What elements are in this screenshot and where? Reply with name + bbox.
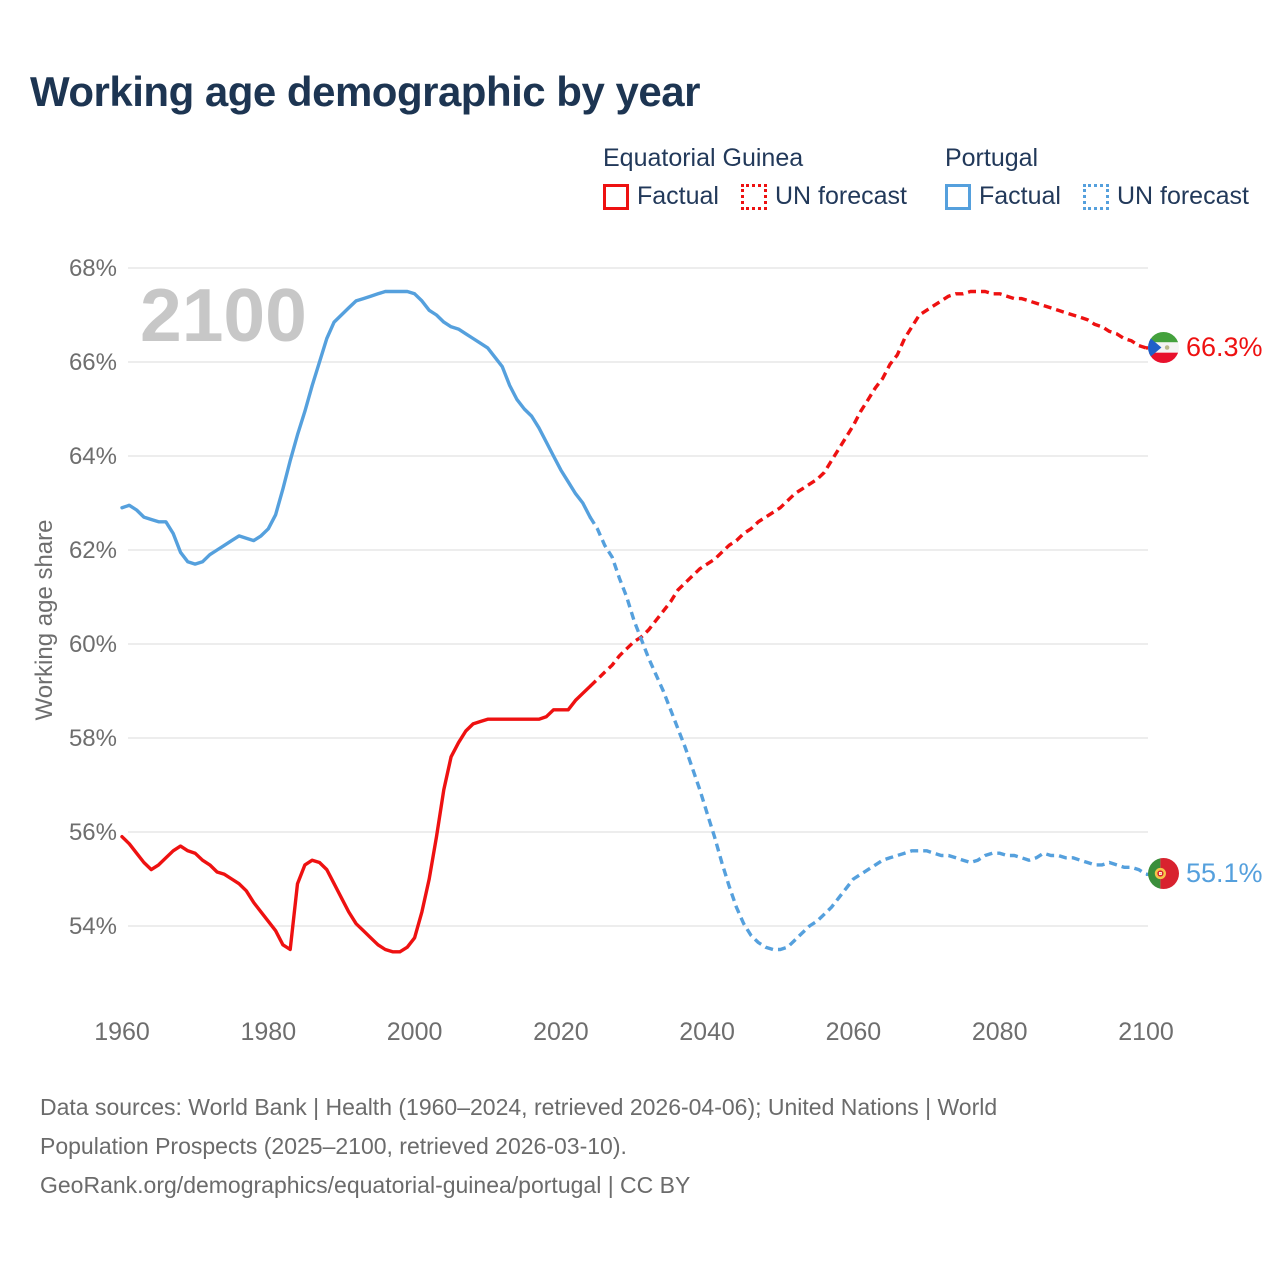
legend-item-portugal-factual: [945, 182, 1061, 211]
solid-line-swatch-icon: [945, 184, 971, 210]
x-tick-label-2100: 2100: [1118, 1018, 1174, 1046]
dotted-line-swatch-icon: [1083, 184, 1109, 210]
footer-line-sources-2: Population Prospects (2025–2100, retrieved 2026-03-10).: [40, 1133, 627, 1159]
legend-item-label: UN forecast: [1116, 182, 1249, 210]
legend-group-title: Equatorial Guinea: [603, 144, 804, 172]
legend-group-title: Portugal: [944, 144, 1039, 172]
y-tick-label-64: 64%: [68, 443, 117, 470]
equatorial-guinea-end-label: [1148, 332, 1263, 363]
portugal-flag-icon: [1148, 858, 1179, 889]
page-title: Working age demographic by year: [30, 68, 700, 115]
legend-item-equatorial-guinea-factual: [603, 182, 719, 211]
legend-item-label: Factual: [637, 182, 719, 210]
x-tick-label-1980: 1980: [240, 1018, 297, 1046]
end-label-value: 66.3%: [1186, 331, 1263, 362]
y-axis-title: Working age share: [31, 519, 58, 721]
x-tick-label-1960: 1960: [94, 1018, 150, 1046]
y-tick-label-60: 60%: [68, 631, 117, 658]
legend: [603, 144, 1249, 211]
legend-item-equatorial-guinea-un-forecast: [741, 182, 907, 211]
y-tick-label-68: 68%: [68, 255, 117, 282]
dotted-line-swatch-icon: [741, 184, 767, 210]
legend-group-equatorial-guinea: [603, 144, 907, 211]
series-line-equatorial-guinea-un-forecast: [590, 292, 1146, 687]
y-tick-label-56: 56%: [68, 819, 117, 846]
series-line-portugal-un-forecast: [590, 517, 1146, 949]
y-tick-label-66: 66%: [68, 349, 117, 376]
footer-line-sources-1: Data sources: World Bank | Health (1960–2024, retrieved 2026-04-06); United Nations | World: [40, 1094, 998, 1120]
legend-item-label: Factual: [978, 182, 1061, 210]
y-tick-label-58: 58%: [68, 725, 117, 752]
y-tick-label-62: 62%: [68, 537, 117, 564]
equatorial-guinea-flag-icon: [1148, 332, 1179, 363]
x-tick-label-2020: 2020: [533, 1018, 589, 1046]
y-tick-label-54: 54%: [68, 913, 117, 940]
legend-group-portugal: [945, 144, 1249, 211]
year-watermark: 2100: [140, 273, 307, 357]
solid-line-swatch-icon: [603, 184, 629, 210]
portugal-end-label: [1148, 858, 1263, 889]
footer: [40, 1088, 1180, 1205]
end-label-value: 55.1%: [1186, 858, 1263, 889]
legend-item-label: UN forecast: [774, 182, 907, 210]
series-line-equatorial-guinea-factual: [122, 686, 590, 952]
x-tick-label-2000: 2000: [386, 1018, 443, 1046]
x-tick-label-2040: 2040: [679, 1018, 735, 1046]
footer-line-attribution: GeoRank.org/demographics/equatorial-guinea/portugal | CC BY: [40, 1172, 691, 1198]
legend-item-portugal-un-forecast: [1083, 182, 1249, 211]
x-tick-label-2060: 2060: [825, 1018, 882, 1046]
x-tick-label-2080: 2080: [971, 1018, 1028, 1046]
